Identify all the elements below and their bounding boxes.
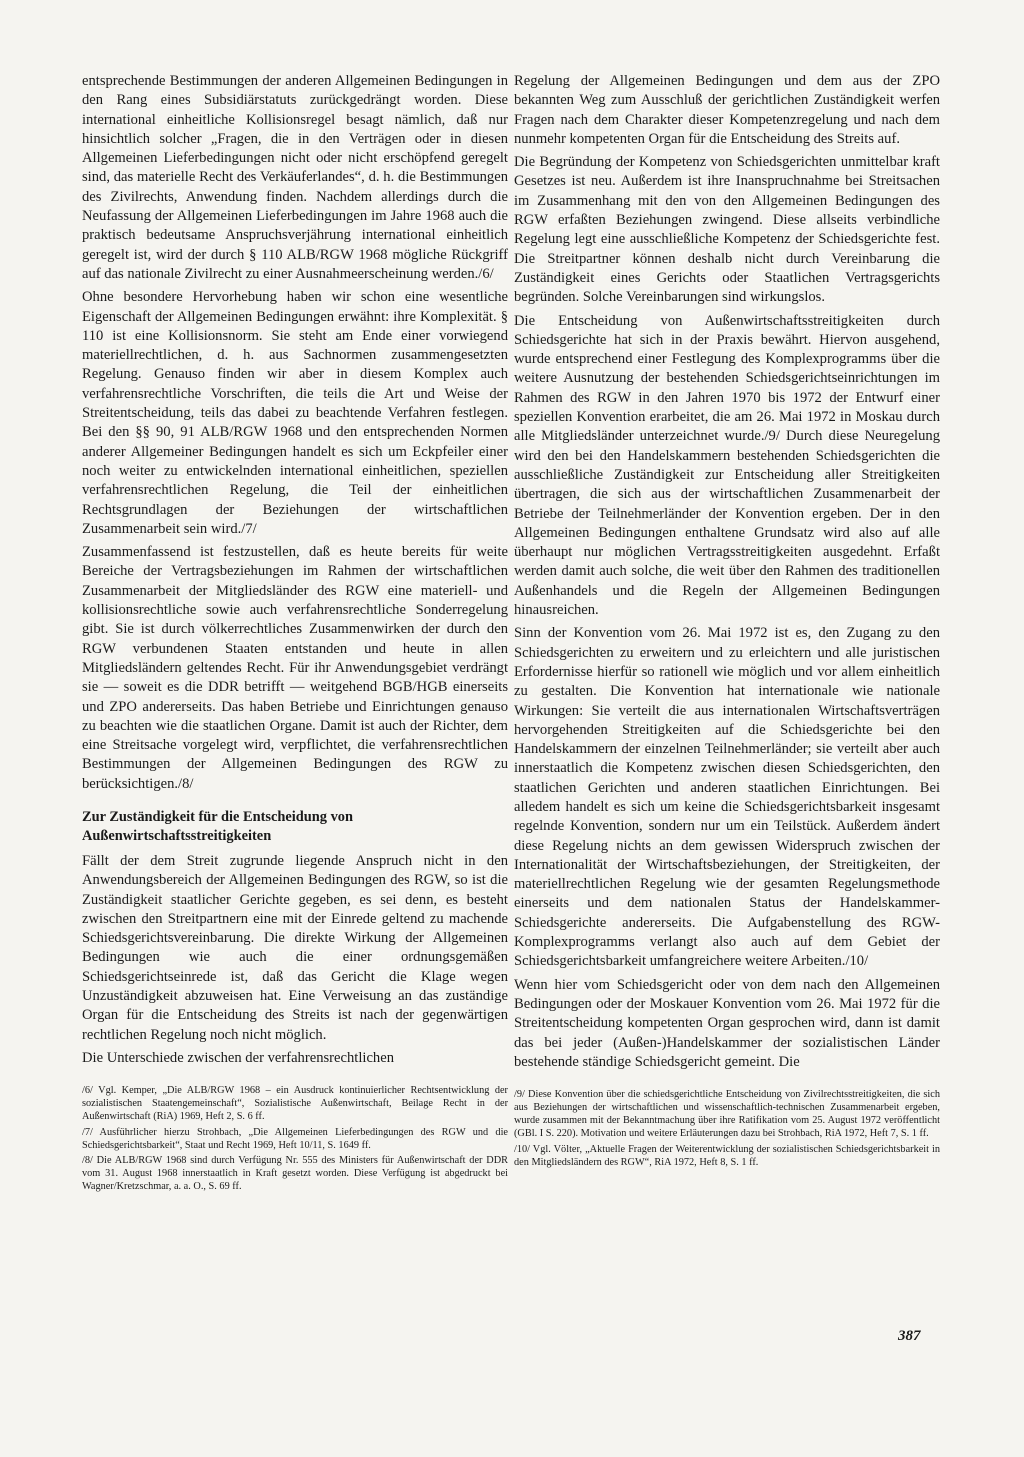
footnote: /8/ Die ALB/RGW 1968 sind durch Verfügung Nr. 555 des Ministers für Außenwirtschaft der DDR vom 31. August 1968 innerstaatlich in Kraft gesetzt worden. Diese Verfügung ist abgedruckt bei Wagner/Kretzschmar, a. a. O., S. 69 ff. <box>82 1154 508 1192</box>
body-paragraph: Die Entscheidung von Außenwirtschaftsstreitigkeiten durch Schiedsgerichte hat sich in der Praxis bewährt. Hiervon ausgehend, wurde entsprechend einer Festlegung des Komplexprogramms über die weitere Ausnutzung der bestehenden Schiedsgerichtseinrichtungen im Rahmen des RGW in den Jahren 1970 bis 1972 der Entwurf einer speziellen Konvention erarbeitet, die am 26. Mai 1972 in Moskau durch alle Mitgliedsländer unterzeichnet wurde./9/ Durch diese Neuregelung wird den bei den Handelskammern bestehenden Schiedsgerichten die ausschließliche Zuständigkeit zur Entscheidung aller Streitigkeiten übertragen, die sich aus der wirtschaftlichen Zusammenarbeit der Betriebe der Teilnehmerländer der Konvention ergeben. Der in den Allgemeinen Bedingungen enthaltene Grundsatz wird also auf alle überhaupt nur möglichen Vertragsstreitigkeiten ausgedehnt. Erfaßt werden damit auch solche, die weit über den Rahmen des traditionellen Außenhandels und die Regeln der Allgemeinen Bedingungen hinausreichen. <box>514 312 940 619</box>
footnote: /7/ Ausführlicher hierzu Strohbach, „Die Allgemeinen Lieferbedingungen des RGW und die Schiedsgerichtsbarkeit“, Staat und Recht 1969, Heft 10/11, S. 1649 ff. <box>82 1126 508 1151</box>
footnote: /9/ Diese Konvention über die schiedsgerichtliche Entscheidung von Zivilrechtsstreitigkeiten, die sich aus Beziehungen der wirtschaftlichen und wissenschaftlich-technischen Zusammenarbeit ergeben, wurde zusammen mit der Bekanntmachung über ihre Ratifikation vom 25. August 1972 veröffentlicht (GBl. I S. 220). Motivation und weitere Erläuterungen dazu bei Strohbach, RiA 1972, Heft 7, S. 1 ff. <box>514 1089 940 1140</box>
footnote: /6/ Vgl. Kemper, „Die ALB/RGW 1968 – ein Ausdruck kontinuierlicher Rechtsentwicklung der sozialistischen Staatengemeinschaft“, Sozialistische Außenwirtschaft, Beilage Recht in der Außenwirtschaft (RiA) 1969, Heft 2, S. 6 ff. <box>82 1085 508 1123</box>
body-paragraph: entsprechende Bestimmungen der anderen Allgemeinen Bedingungen in den Rang eines Subsidiärstatuts zurückgedrängt worden. Diese international einheitliche Kollisionsregel besagt nämlich, daß nur hinsichtlich solcher „Fragen, die in den Verträgen oder in diesen Allgemeinen Lieferbedingungen nicht oder nicht erschöpfend geregelt sind, das materielle Recht des Verkäuferlandes“, d. h. die Bestimmungen des Zivilrechts, Anwendung finden. Nachdem allerdings durch die Neufassung der Allgemeinen Lieferbedingungen im Jahre 1968 auch die praktisch bedeutsame Anspruchsverjährung international einheitlich geregelt ist, wird der durch § 110 ALB/RGW 1968 mögliche Rückgriff auf das nationale Zivilrecht zu einer Ausnahmeerscheinung werden./6/ <box>82 73 508 282</box>
body-paragraph: Sinn der Konvention vom 26. Mai 1972 ist es, den Zugang zu den Schiedsgerichten zu erweitern und zu erleichtern und alle juristischen Erfordernisse hierfür so rationell wie möglich und vor allem einheitlich zu gestalten. Die Konvention hat internationale wie nationale Wirkungen: Sie verteilt die aus internationalen Wirtschaftsverträgen hervorgehenden Streitigkeiten auf die Schiedsgerichte bei den Handelskammern der einzelnen Teilnehmerländer; sie verteilt aber auch innerstaatlich die Kompetenz zwischen diesen Schiedsgerichten, den staatlichen Gerichten und anderen staatlichen Einrichtungen. Bei alledem handelt es sich um keine die Schiedsgerichtsbarkeit insgesamt regelnde Konvention, sondern nur um ein Teilstück. Außerdem ändert diese Regelung nichts an dem gewissen Widerspruch zwischen der Internationalität der Wirtschaftsbeziehungen, der Streitigkeiten, der materiellrechtlichen Regelung wie der gesamten Regelungsmethode einerseits und dem nationalen Status der Handelskammer-Schiedsgerichte andererseits. Die Aufgabenstellung des RGW-Komplexprogramms verlangt also auch auf dem Gebiet der Schiedsgerichtsbarkeit umfangreichere weitere Arbeiten./10/ <box>514 625 940 970</box>
body-paragraph: Zusammenfassend ist festzustellen, daß es heute bereits für weite Bereiche der Vertragsbeziehungen im Rahmen der wirtschaftlichen Zusammenarbeit der Mitgliedsländer des RGW eine materiell- und kollisionsrechtliche sowie auch verfahrensrechtliche Sonderregelung gibt. Sie ist durch völkerrechtliches Zusammenwirken der durch den RGW verbundenen Staaten entstanden und heute in allen Mitgliedsländern geltendes Recht. Für ihr Anwendungsgebiet verdrängt sie — soweit es die DDR betrifft — weitgehend BGB/HGB einerseits und ZPO andererseits. Das haben Betriebe und Einrichtungen genauso zu beachten wie die staatlichen Organe. Damit ist auch der Richter, dem eine Streitsache vorgelegt wird, verpflichtet, die verfahrensrechtlichen Bestimmungen der Allgemeinen Bedingungen des RGW zu berücksichtigen./8/ <box>82 544 508 792</box>
right-column <box>514 72 940 1171</box>
left-column <box>82 72 508 1195</box>
body-paragraph: Die Begründung der Kompetenz von Schiedsgerichten unmittelbar kraft Gesetzes ist neu. Außerdem ist ihre Inanspruchnahme bei Streitsachen im Zusammenhang mit den von den Allgemeinen Bedingungen des RGW erfaßten Beziehungen zwingend. Diese allseits verbindliche Regelung legt eine ausschließliche Kompetenz der Schiedsgerichte fest. Die Streitpartner können deshalb nicht durch Vereinbarung die Zuständigkeit eines Gerichts oder Staatlichen Vertragsgerichts begründen. Solche Vereinbarungen sind wirkungslos. <box>514 154 940 306</box>
footnotes-left <box>82 1084 508 1193</box>
page-number: 387 <box>898 1328 921 1344</box>
section-heading: Zur Zuständigkeit für die Entscheidung von Außenwirtschaftsstreitigkeiten <box>82 808 353 844</box>
body-paragraph: Regelung der Allgemeinen Bedingungen und dem aus der ZPO bekannten Weg zum Ausschluß der gerichtlichen Zuständigkeit werfen Fragen nach dem Charakter dieser Kompetenzregelung und nach dem nunmehr kompetenten Organ für die Entscheidung des Streits auf. <box>514 73 940 147</box>
body-paragraph: Fällt der dem Streit zugrunde liegende Anspruch nicht in den Anwendungsbereich der Allgemeinen Bedingungen des RGW, so ist die Zuständigkeit staatlicher Gerichte gegeben, es sei denn, es besteht zwischen den Streitpartnern eine mit der Einrede geltend zu machende Schiedsgerichtsvereinbarung. Die direkte Wirkung der Allgemeinen Bedingungen wie auch die einer ordnungsgemäßen Schiedsgerichtseinrede ist, daß das Gericht die Klage wegen Unzuständigkeit abzuweisen hat. Eine Verweisung an das zuständige Organ für die Entscheidung des Streits ist nach der gegenwärtigen rechtlichen Regelung noch nicht möglich. <box>82 852 508 1043</box>
body-paragraph: Die Unterschiede zwischen der verfahrensrechtlichen <box>82 1049 394 1066</box>
footnote: /10/ Vgl. Völter, „Aktuelle Fragen der Weiterentwicklung der sozialistischen Schiedsgerichtsbarkeit in den Mitgliedsländern des RGW“, RiA 1972, Heft 8, S. 1 ff. <box>514 1143 940 1168</box>
body-paragraph: Ohne besondere Hervorhebung haben wir schon eine wesentliche Eigenschaft der Allgemeinen Bedingungen erwähnt: ihre Komplexität. § 110 ist eine Kollisionsnorm. Sie steht am Ende einer vorwiegend materiellrechtlichen, d. h. aus Sachnormen zusammengesetzten Regelung. Genauso finden wir aber in diesem Komplex auch verfahrensrechtliche Vorschriften, die teils die Art und Weise der Streitentscheidung, teils das dabei zu beachtende Verfahren festlegen. Bei den §§ 90, 91 ALB/RGW 1968 und den entsprechenden Normen anderer Allgemeiner Bedingungen handelt es sich um Eckpfeiler einer noch weiter zu entwickelnden international einheitlichen, speziellen verfahrensrechtlichen Regelung, die Teil der einheitlichen Rechtsgrundlagen der Beziehungen der wirtschaftlichen Zusammenarbeit sein wird./7/ <box>82 289 508 537</box>
body-paragraph: Wenn hier vom Schiedsgericht oder von dem nach den Allgemeinen Bedingungen oder der Moskauer Konvention vom 26. Mai 1972 für die Streitentscheidung kompetenten Organ gesprochen wird, dann ist damit das bei jeder (Außen-)Handelskammer der sozialistischen Länder bestehende ständige Schiedsgericht gemeint. Die <box>514 976 940 1070</box>
footnotes-right <box>514 1088 940 1169</box>
